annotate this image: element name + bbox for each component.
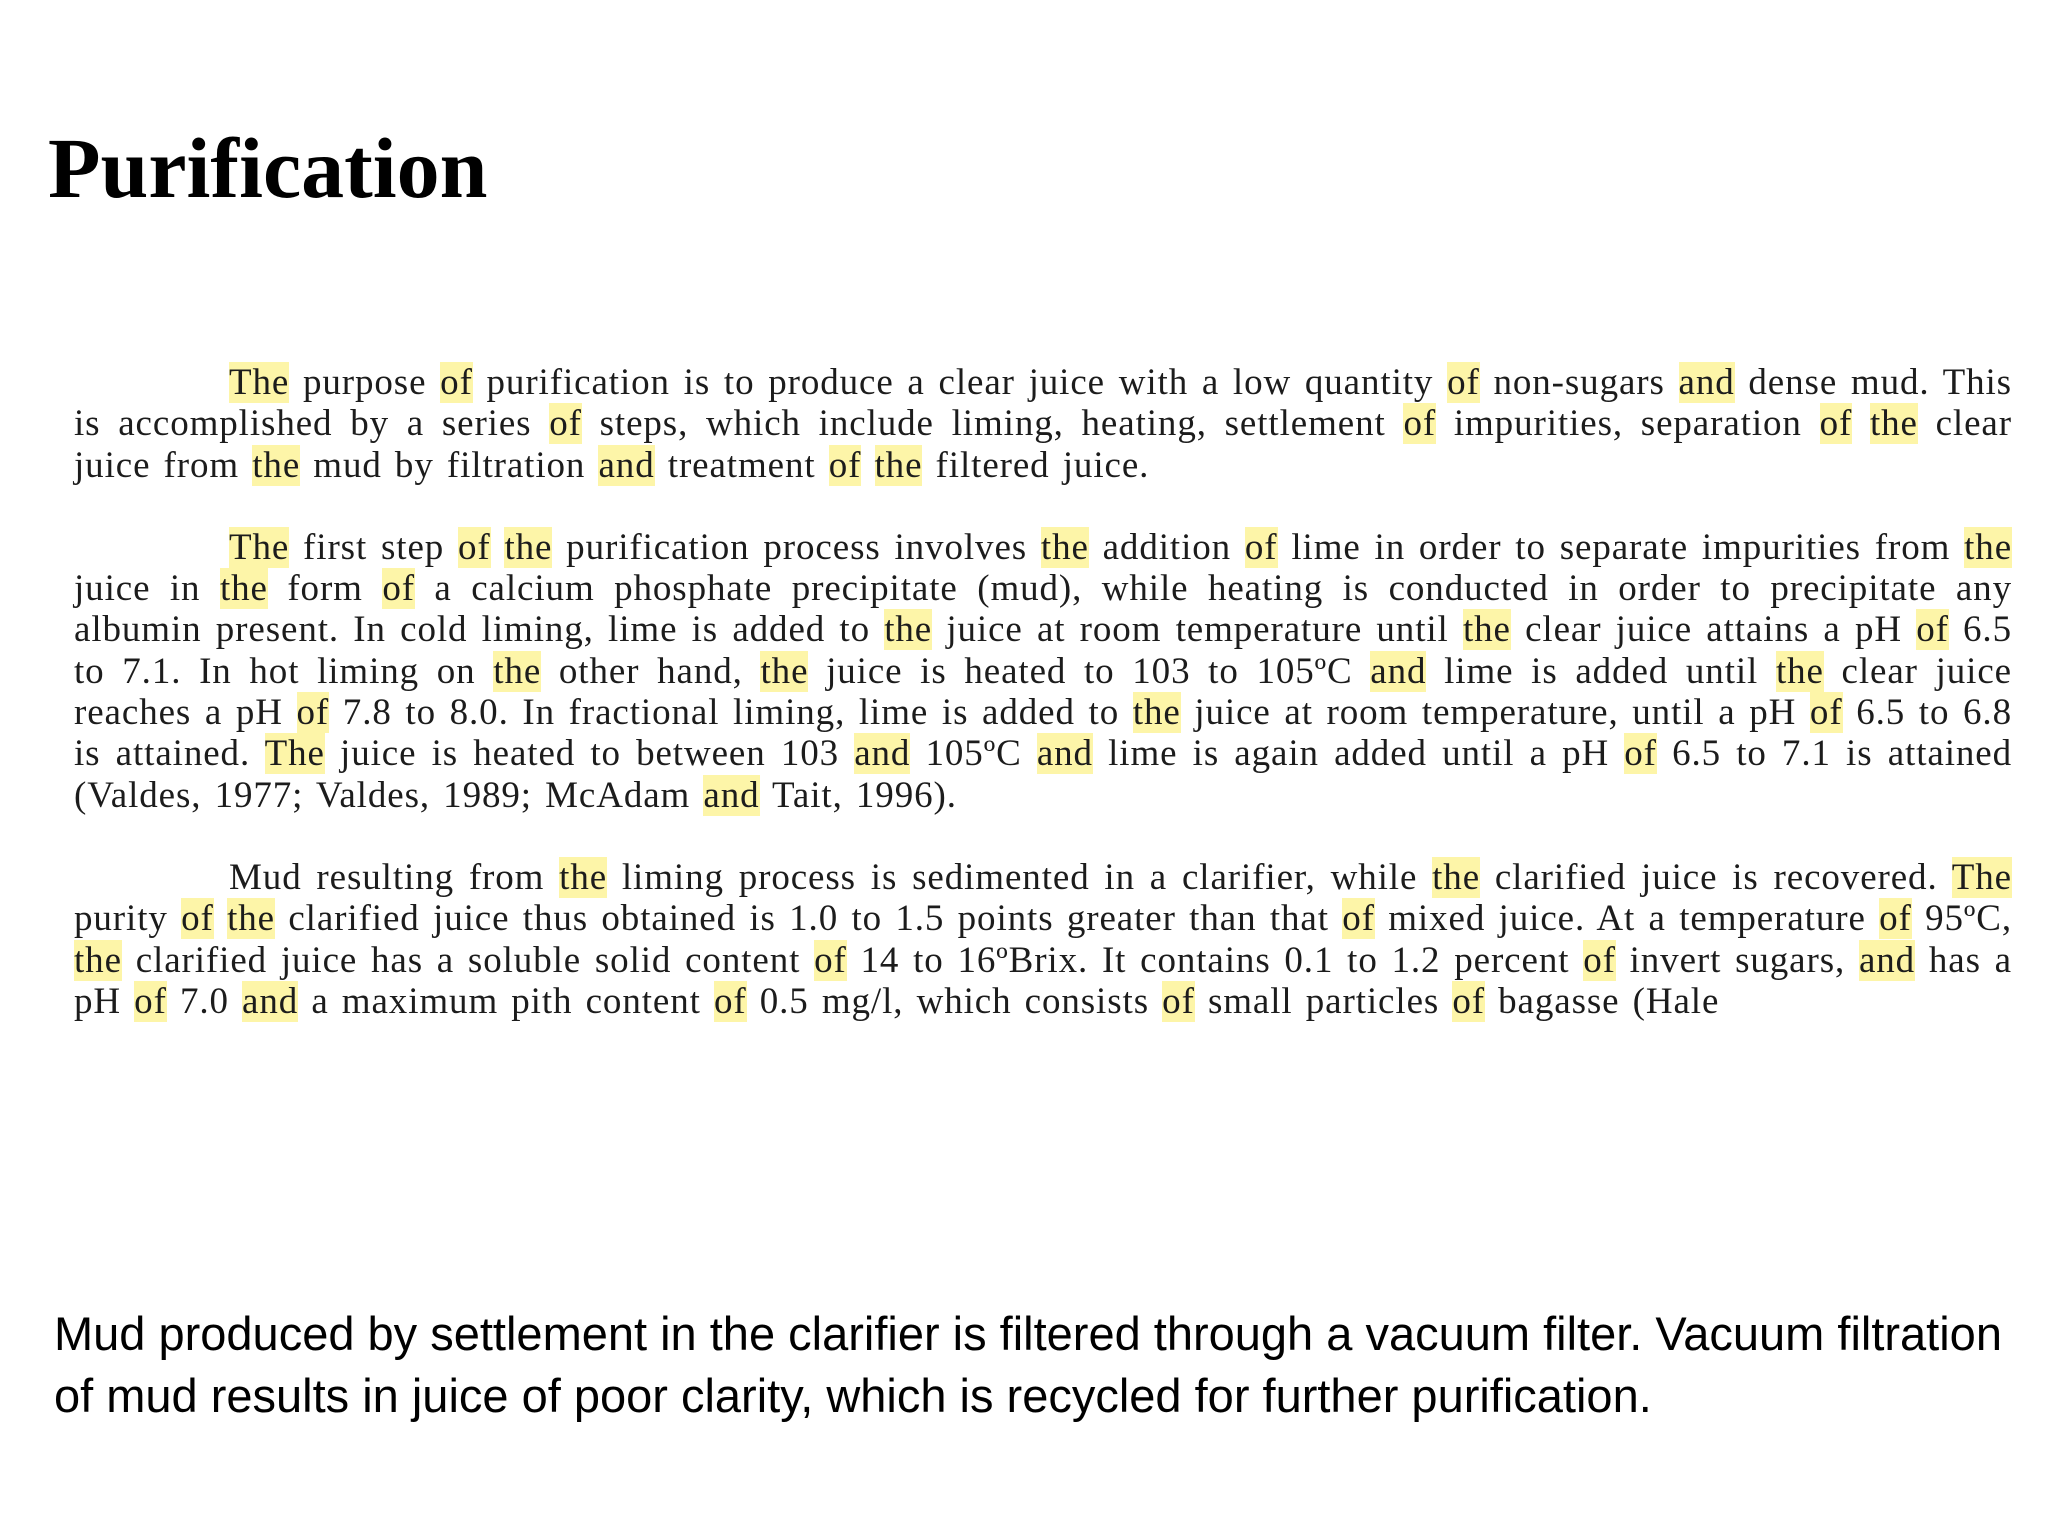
highlighted-word: and bbox=[1858, 939, 1916, 981]
highlighted-word: the bbox=[1869, 403, 1918, 445]
highlighted-word: the bbox=[1132, 692, 1181, 734]
highlighted-word: The bbox=[229, 526, 290, 568]
excerpt-paragraph-3: Mud resulting from the liming process is sedimented in a clarifier, while the clarified juice is recovered. The purity of the clarified juice thus obtained is 1.0 to 1.5 points greater than that of mixed juice. At a temperature of 95ºC, the clarified juice has a soluble solid content of 14 to 16ºBrix. It contains 0.1 to 1.2 percent of invert sugars, and has a pH of 7.0 and a maximum pith content of 0.5 mg/l, which consists of small particles of bagasse (Hale bbox=[74, 856, 2012, 1022]
highlighted-word: and bbox=[703, 774, 760, 816]
highlighted-word: the bbox=[219, 568, 268, 610]
highlighted-word: and bbox=[854, 733, 911, 775]
highlighted-word: and bbox=[1370, 650, 1427, 692]
slide-caption: Mud produced by settlement in the clarifier is filtered through a vacuum filter. Vacuum filtration of mud results in juice of poor clarity, which is recycled for further purification. bbox=[54, 1307, 2002, 1422]
highlighted-word: of bbox=[134, 980, 167, 1022]
highlighted-word: of bbox=[1447, 362, 1480, 403]
highlighted-word: and bbox=[242, 980, 299, 1022]
highlighted-word: and bbox=[1678, 362, 1735, 403]
highlighted-word: of bbox=[1879, 898, 1912, 940]
highlighted-word: the bbox=[74, 939, 122, 981]
highlighted-word: of bbox=[440, 362, 473, 403]
highlighted-word: the bbox=[227, 898, 275, 940]
highlighted-word: of bbox=[828, 444, 862, 486]
highlighted-word: the bbox=[252, 444, 301, 486]
highlighted-word: the bbox=[760, 650, 809, 692]
highlighted-word: of bbox=[1809, 692, 1843, 734]
highlighted-word: of bbox=[713, 980, 747, 1022]
scanned-text-excerpt bbox=[74, 362, 2012, 1022]
highlighted-word: the bbox=[1964, 526, 2013, 568]
highlighted-word: the bbox=[874, 444, 923, 486]
highlighted-word: of bbox=[1342, 898, 1375, 940]
slide-title: Purification bbox=[48, 120, 488, 216]
highlighted-word: of bbox=[1819, 403, 1853, 445]
highlighted-word: of bbox=[1162, 980, 1195, 1022]
highlighted-word: and bbox=[598, 444, 655, 486]
highlighted-word: of bbox=[1583, 939, 1616, 981]
highlighted-word: The bbox=[1951, 856, 2012, 898]
highlighted-word: of bbox=[181, 898, 214, 940]
highlighted-word: of bbox=[1403, 403, 1437, 445]
highlighted-word: of bbox=[1624, 733, 1657, 775]
highlighted-word: of bbox=[1244, 526, 1278, 568]
highlighted-word: of bbox=[458, 526, 491, 568]
excerpt-paragraph-1: The purpose of purification is to produce a clear juice with a low quantity of non-sugars and dense mud. This is accomplished by a series of steps, which include liming, heating, settlement of impurities, separation of the clear juice from the mud by filtration and treatment of the filtered juice. bbox=[74, 362, 2012, 486]
highlighted-word: of bbox=[549, 403, 582, 445]
highlighted-word: the bbox=[884, 609, 933, 651]
highlighted-word: the bbox=[1775, 650, 1824, 692]
highlighted-word: the bbox=[504, 526, 553, 568]
highlighted-word: of bbox=[296, 692, 330, 734]
highlighted-word: the bbox=[559, 856, 608, 898]
highlighted-word: The bbox=[229, 362, 290, 403]
highlighted-word: and bbox=[1036, 733, 1093, 775]
excerpt-paragraph-2: The first step of the purification process involves the addition of lime in order to separate impurities from the juice in the form of a calcium phosphate precipitate (mud), while heating is conducted in order to precipitate any albumin present. In cold liming, lime is added to the juice at room temperature until the clear juice attains a pH of 6.5 to 7.1. In hot liming on the other hand, the juice is heated to 103 to 105ºC and lime is added until the clear juice reaches a pH of 7.8 to 8.0. In fractional liming, lime is added to the juice at room temperature, until a pH of 6.5 to 6.8 is attained. The juice is heated to between 103 and 105ºC and lime is again added until a pH of 6.5 to 7.1 is attained (Valdes, 1977; Valdes, 1989; McAdam and Tait, 1996). bbox=[74, 526, 2013, 816]
highlighted-word: the bbox=[1462, 609, 1511, 651]
highlighted-word: the bbox=[493, 650, 542, 692]
highlighted-word: of bbox=[382, 568, 415, 610]
highlighted-word: the bbox=[1040, 526, 1089, 568]
highlighted-word: the bbox=[1432, 856, 1481, 898]
highlighted-word: of bbox=[1916, 609, 1949, 651]
highlighted-word: The bbox=[264, 733, 325, 775]
highlighted-word: of bbox=[1452, 980, 1485, 1022]
highlighted-word: of bbox=[814, 939, 847, 981]
